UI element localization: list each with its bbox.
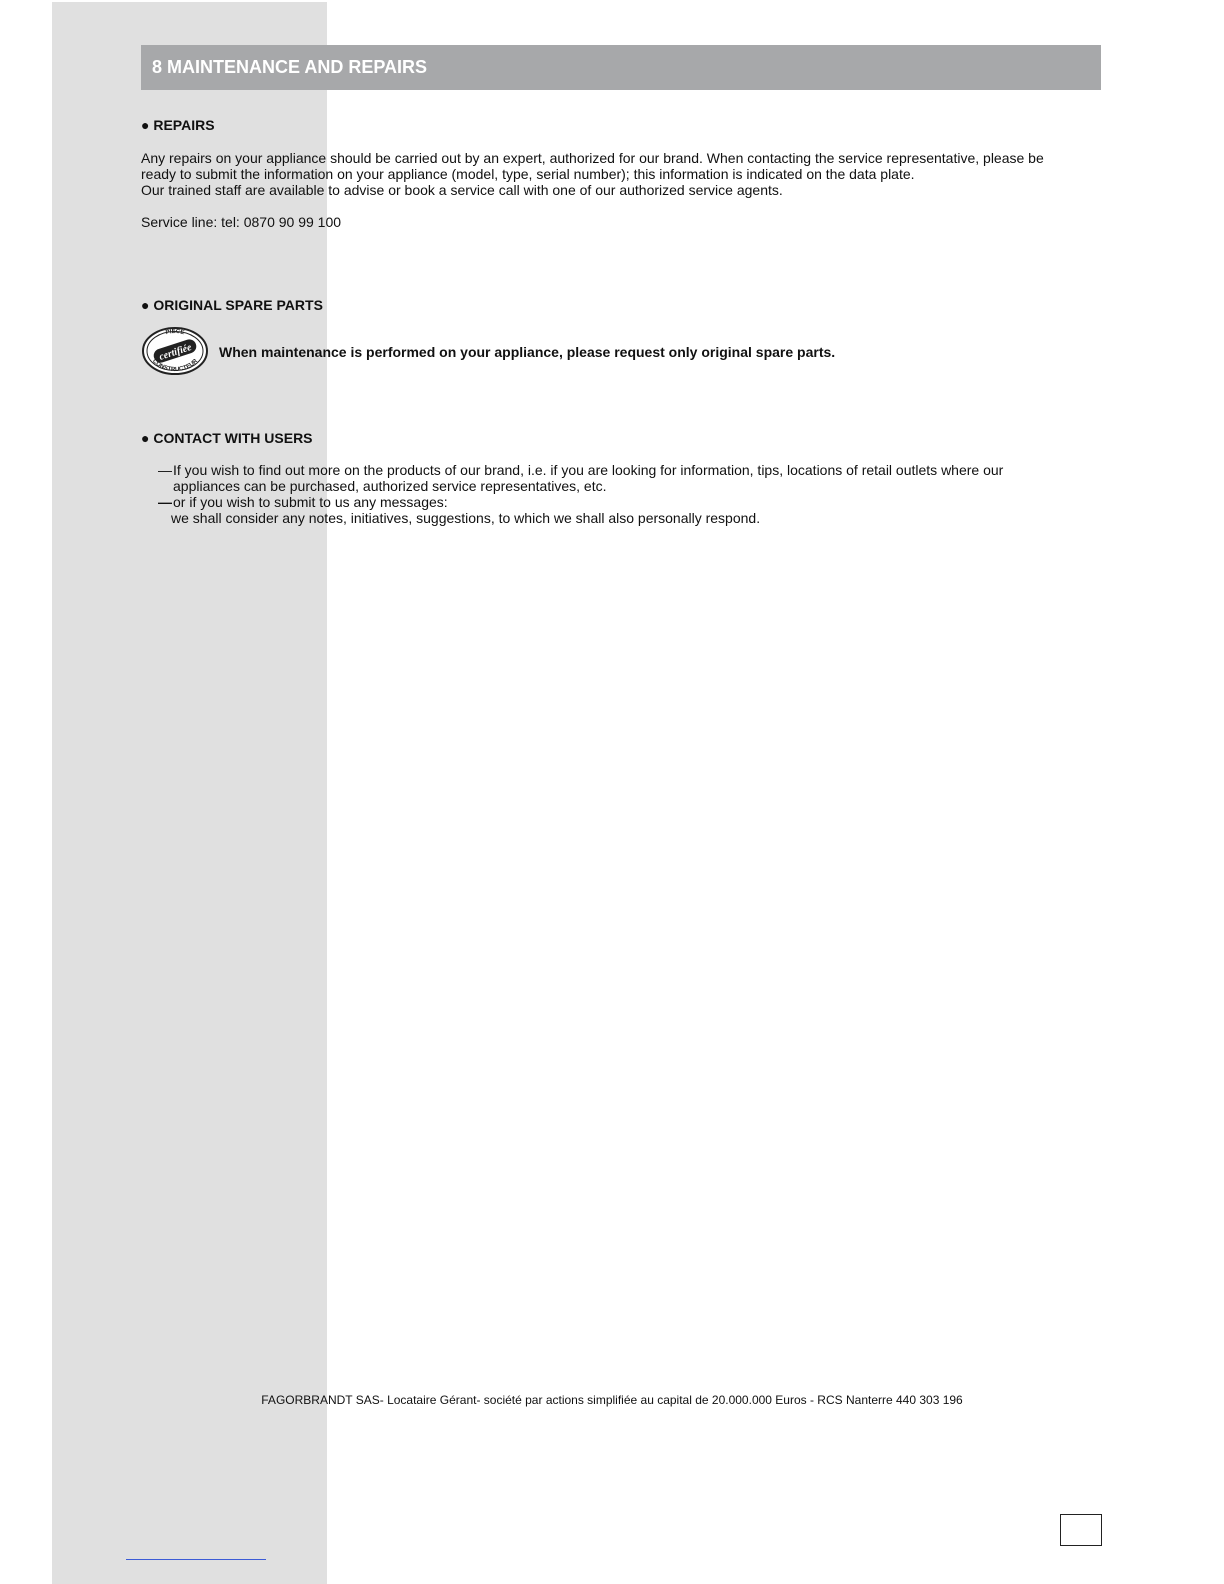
badge-top-text: PIECE bbox=[165, 328, 185, 337]
contact-item-text: or if you wish to submit to us any messages: bbox=[173, 494, 448, 510]
service-line: Service line: tel: 0870 90 99 100 bbox=[141, 214, 342, 230]
section-title-bar bbox=[141, 45, 1101, 90]
contact-list bbox=[158, 462, 1078, 526]
certified-part-badge-icon bbox=[141, 325, 209, 377]
dash-marker: — bbox=[158, 494, 172, 510]
list-item-continuation: appliances can be purchased, authorized service representatives, etc. bbox=[173, 478, 607, 494]
bottom-link-line bbox=[126, 1556, 266, 1560]
spare-parts-row bbox=[141, 325, 1041, 377]
badge-bottom-text: CONSTRUCTEUR bbox=[150, 358, 200, 374]
contact-item-text: If you wish to find out more on the products of our brand, i.e. if you are looking for information, tips, locations of retail outlets where our bbox=[173, 462, 1004, 478]
repairs-heading: ● REPAIRS bbox=[141, 117, 215, 133]
badge-middle-text: certifiée bbox=[157, 342, 194, 363]
spare-parts-text: When maintenance is performed on your appliance, please request only original spare parts. bbox=[219, 344, 836, 360]
list-item bbox=[158, 462, 1078, 478]
repairs-line: Our trained staff are available to advise or book a service call with one of our authorized service agents. bbox=[141, 182, 783, 198]
legal-footer: FAGORBRANDT SAS- Locataire Gérant- société par actions simplifiée au capital de 20.000.000 Euros - RCS Nanterre 440 303 196 bbox=[261, 1393, 963, 1407]
page-title: 8 MAINTENANCE AND REPAIRS bbox=[152, 57, 428, 77]
repairs-paragraph bbox=[141, 150, 1086, 198]
repairs-line: Any repairs on your appliance should be carried out by an expert, authorized for our brand. When contacting the service representative, please be bbox=[141, 150, 1044, 166]
list-item bbox=[158, 494, 1078, 510]
list-item-continuation: we shall consider any notes, initiatives, suggestions, to which we shall also personally respond. bbox=[171, 510, 761, 526]
spare-parts-heading: ● ORIGINAL SPARE PARTS bbox=[141, 297, 323, 313]
page-number-box bbox=[1060, 1514, 1102, 1546]
contact-heading: ● CONTACT WITH USERS bbox=[141, 430, 313, 446]
dash-marker: — bbox=[158, 462, 172, 478]
side-band bbox=[52, 2, 327, 1584]
repairs-line: ready to submit the information on your appliance (model, type, serial number); this information is indicated on the data plate. bbox=[141, 166, 915, 182]
